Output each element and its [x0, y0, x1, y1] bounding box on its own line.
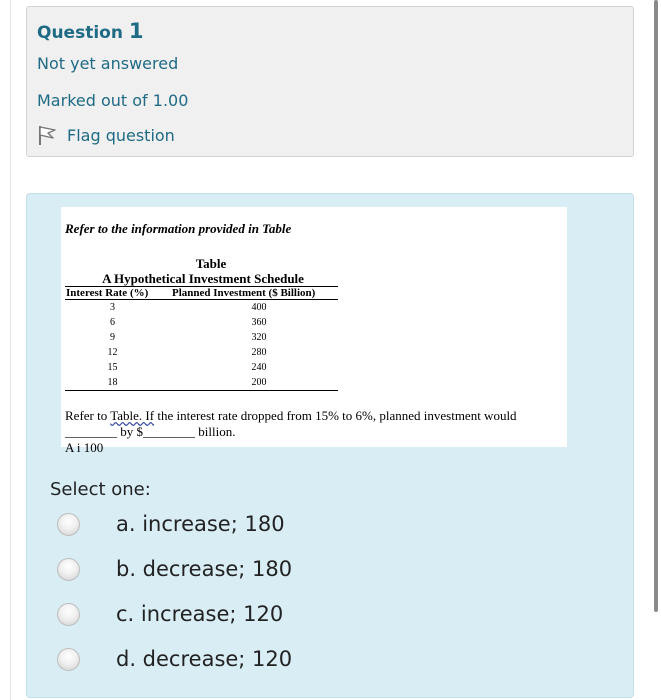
table-cell: 240 [251, 362, 267, 373]
scrollbar[interactable] [654, 0, 658, 612]
flag-icon [37, 124, 59, 146]
table-cell: 200 [251, 377, 267, 388]
doc-table-title: Table [195, 256, 227, 271]
doc-cutoff-text: A i 100 [65, 440, 104, 455]
table-row [65, 360, 338, 375]
doc-table-subtitle: A Hypothetical Investment Schedule [102, 271, 304, 286]
radio-button[interactable] [57, 558, 80, 581]
select-one-prompt: Select one: [50, 479, 151, 500]
answer-option-a[interactable] [57, 512, 285, 536]
question-info-panel [26, 6, 634, 157]
radio-button[interactable] [57, 603, 80, 626]
table-cell: 280 [251, 347, 267, 358]
table-cell: 9 [110, 332, 115, 343]
doc-question-text [65, 408, 565, 440]
answer-label: a. increase; 180 [116, 512, 285, 536]
answer-label: d. decrease; 120 [116, 647, 293, 671]
header-planned-investment: Planned Investment ($ Billion) [172, 287, 316, 299]
answer-label: b. decrease; 180 [116, 557, 293, 581]
table-row [65, 315, 338, 330]
table-cell: 3 [110, 302, 115, 313]
table-row [65, 330, 338, 345]
table-cell: 400 [251, 302, 267, 313]
answer-option-b[interactable] [57, 557, 292, 581]
radio-button[interactable] [57, 648, 80, 671]
question-text-part: the interest rate dropped from 15% to 6%, planned investment would [154, 408, 517, 423]
question-content-panel [26, 193, 634, 698]
doc-intro: Refer to the information provided in Table [65, 221, 292, 236]
investment-table [65, 286, 338, 391]
table-bottom-rule [65, 390, 338, 391]
answer-option-d[interactable] [57, 647, 292, 671]
question-label: Question [37, 23, 123, 43]
table-cell: 320 [251, 332, 267, 343]
table-cell: 12 [107, 347, 118, 358]
table-header [65, 286, 338, 300]
question-status: Not yet answered [37, 54, 179, 73]
table-cell: 6 [110, 317, 115, 328]
question-image [61, 207, 567, 455]
question-blanks: ________ by $________ billion. [65, 424, 236, 439]
table-row [65, 375, 338, 390]
header-interest-rate: Interest Rate (%) [66, 287, 149, 299]
table-row [65, 300, 338, 315]
flag-question-button[interactable] [37, 124, 175, 146]
answer-option-c[interactable] [57, 602, 283, 626]
flag-question-label: Flag question [67, 125, 175, 145]
table-cell: 15 [107, 362, 118, 373]
table-reference: Table. If [110, 408, 155, 423]
question-number: 1 [128, 19, 144, 43]
question-marks: Marked out of 1.00 [37, 91, 189, 110]
question-text-part: Refer to [65, 408, 108, 423]
question-title [37, 19, 144, 43]
page-border [10, 0, 11, 700]
table-row [65, 345, 338, 360]
radio-button[interactable] [57, 513, 80, 536]
table-cell: 360 [251, 317, 267, 328]
answer-label: c. increase; 120 [116, 602, 284, 626]
table-cell: 18 [107, 377, 118, 388]
